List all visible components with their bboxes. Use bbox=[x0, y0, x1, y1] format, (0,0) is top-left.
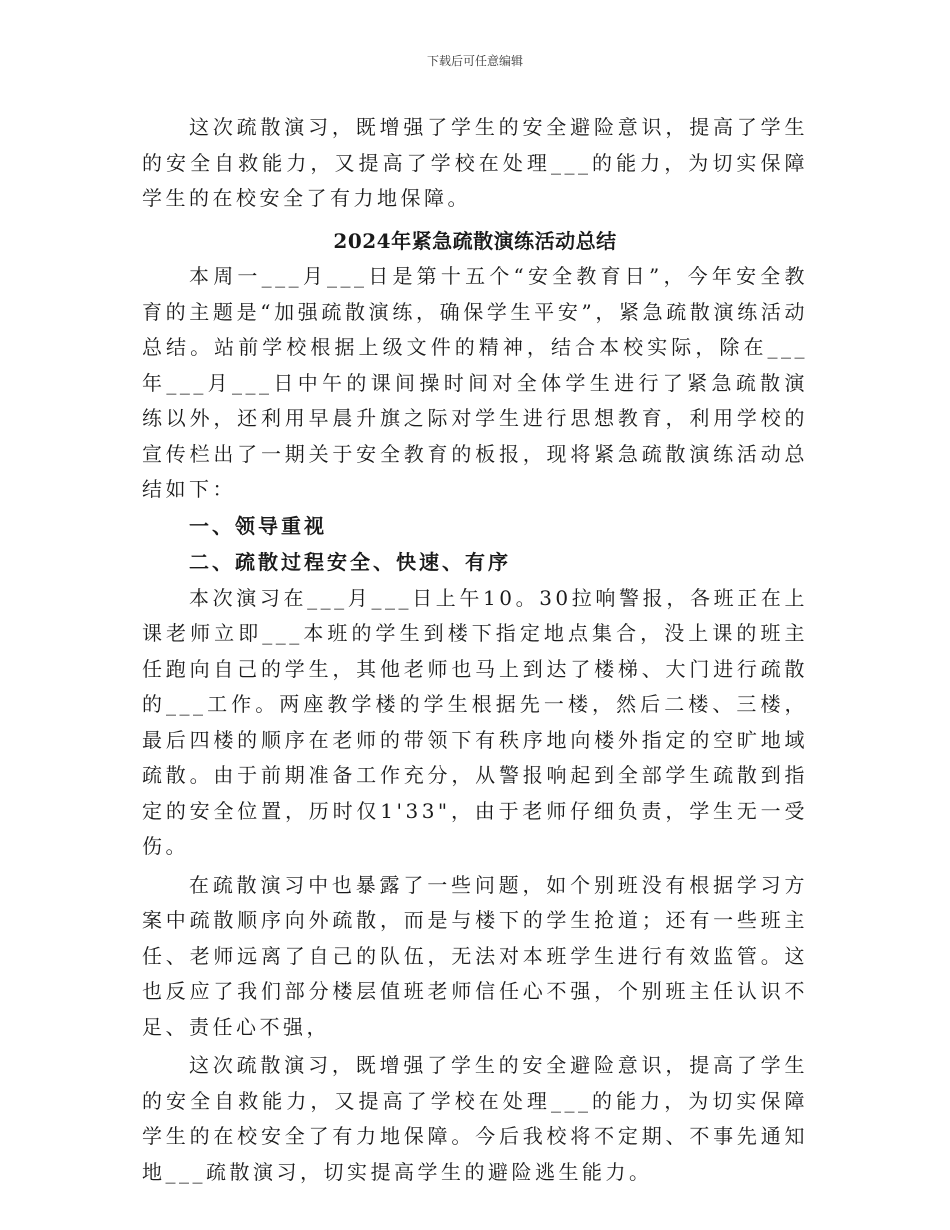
header-note: 下载后可任意编辑 bbox=[426, 54, 523, 68]
section-heading-leadership: 一、领导重视 bbox=[189, 513, 327, 538]
document-body bbox=[142, 110, 808, 1190]
document-title: 2024年紧急疏散演练活动总结 bbox=[333, 228, 617, 253]
section-heading-evacuation: 二、疏散过程安全、快速、有序 bbox=[189, 550, 511, 574]
paragraph-conclusion: 这次疏散演习，既增强了学生的安全避险意识，提高了学生的安全自救能力，又提高了学校在处理___的能力，为切实保障学生的在校安全了有力地保障。今后我校将不定期、不事先通知地___疏散演习，切实提高学生的避险逃生能力。 bbox=[142, 1053, 808, 1184]
paragraph-drill-process: 本次演习在___月___日上午10。30拉响警报，各班正在上课老师立即___本班的学生到楼下指定地点集合，没上课的班主任跑向自己的学生，其他老师也马上到达了楼梯、大门进行疏散的___工作。两座教学楼的学生根据先一楼，然后二楼、三楼，最后四楼的顺序在老师的带领下有秩序地向楼外指定的空旷地域疏散。由于前期准备工作充分，从警报响起到全部学生疏散到指定的安全位置，历时仅1'33"，由于老师仔细负责，学生无一受伤。 bbox=[142, 585, 808, 858]
paragraph-problems: 在疏散演习中也暴露了一些问题，如个别班没有根据学习方案中疏散顺序向外疏散，而是与楼下的学生抢道；还有一些班主任、老师远离了自己的队伍，无法对本班学生进行有效监管。这也反应了我们部分楼层值班老师信任心不强，个别班主任认识不足、责任心不强， bbox=[142, 872, 808, 1039]
paragraph-overview: 本周一___月___日是第十五个“安全教育日”，今年安全教育的主题是“加强疏散演练，确保学生平安”，紧急疏散演练活动总结。站前学校根据上级文件的精神，结合本校实际，除在___年___月___日中午的课间操时间对全体学生进行了紧急疏散演练以外，还利用早晨升旗之际对学生进行思想教育，利用学校的宣传栏出了一期关于安全教育的板报，现将紧急疏散演练活动总结如下： bbox=[142, 264, 808, 501]
paragraph-intro: 这次疏散演习，既增强了学生的安全避险意识，提高了学生的安全自救能力，又提高了学校在处理___的能力，为切实保障学生的在校安全了有力地保障。 bbox=[142, 115, 808, 210]
